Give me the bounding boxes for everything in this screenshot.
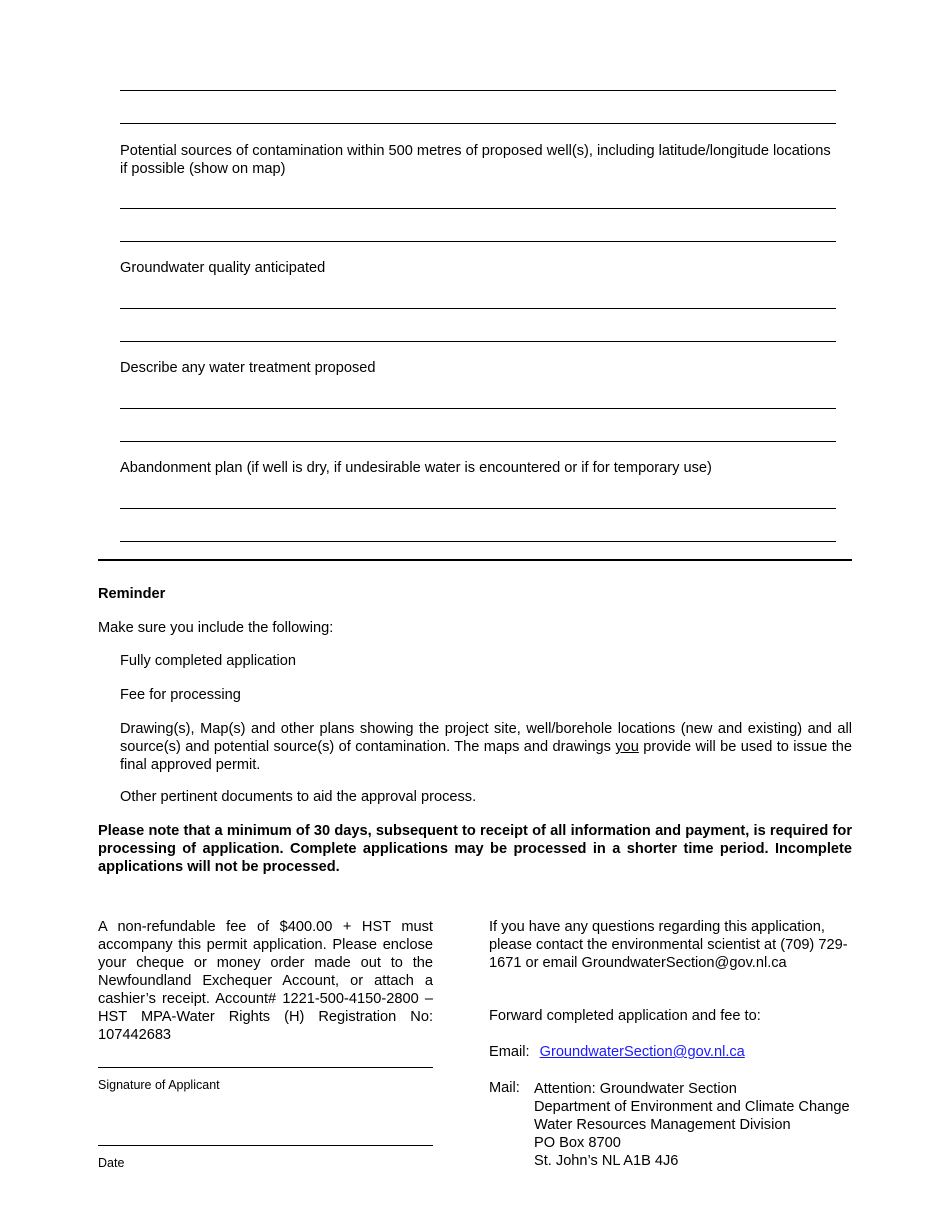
processing-notice: Please note that a minimum of 30 days, subsequent to receipt of all information and payment, is required for processing of application. Complete applications may be processed in a shorter time period. Incomplete applications will not be processed. [98,823,852,875]
section-divider [98,559,852,561]
signature-label: Signature of Applicant [98,1078,220,1092]
mail-department: Department of Environment and Climate Change [534,1099,850,1115]
drawings-text-part2: provide will be used to issue the final approved permit. [120,739,852,773]
drawings-text-part1: Drawing(s), Map(s) and other plans showing the project site, well/borehole locations (new and existing) and all source(s) and potential source(s) of contamination. The maps and drawings [120,721,852,755]
answer-line[interactable] [120,123,836,124]
date-line[interactable] [98,1145,433,1146]
answer-line[interactable] [120,90,836,91]
water-treatment-label: Describe any water treatment proposed [120,360,376,376]
groundwater-quality-answer-line-1[interactable] [120,308,836,309]
reminder-intro: Make sure you include the following: [98,620,334,636]
reminder-item-application: Fully completed application [120,653,297,669]
mail-label: Mail: [489,1080,520,1096]
email-label: Email: [489,1044,530,1060]
reminder-item-documents: Other pertinent documents to aid the approval process. [120,789,477,805]
contamination-label: Potential sources of contamination within 500 metres of proposed well(s), including latitude/longitude locations if possible (show on map) [120,143,831,177]
date-label: Date [98,1156,125,1170]
mail-address [534,1080,852,1170]
abandonment-label: Abandonment plan (if well is dry, if undesirable water is encountered or if for temporary use) [120,460,712,476]
groundwater-quality-label: Groundwater quality anticipated [120,260,326,276]
forward-instruction: Forward completed application and fee to: [489,1008,761,1024]
mail-city: St. John’s NL A1B 4J6 [534,1153,679,1169]
abandonment-answer-line-2[interactable] [120,541,836,542]
contamination-answer-line-2[interactable] [120,241,836,242]
reminder-item-fee: Fee for processing [120,687,241,703]
drawings-text-underlined: you [615,739,639,755]
mail-po-box: PO Box 8700 [534,1135,621,1151]
signature-line[interactable] [98,1067,433,1068]
fee-paragraph: A non-refundable fee of $400.00 + HST must accompany this permit application. Please enclose your cheque or money order made out to the Newfoundland Exchequer Account, or attach a cashier’s receipt. Account# 1221-500-4150-2800 – HST MPA-Water Rights (H) Registration No: 107442683 [98,919,433,1043]
email-link[interactable]: GroundwaterSection@gov.nl.ca [539,1044,745,1060]
abandonment-answer-line-1[interactable] [120,508,836,509]
water-treatment-answer-line-2[interactable] [120,441,836,442]
contamination-answer-line-1[interactable] [120,208,836,209]
reminder-heading: Reminder [98,586,166,602]
reminder-item-drawings [120,720,852,774]
water-treatment-answer-line-1[interactable] [120,408,836,409]
mail-division: Water Resources Management Division [534,1117,791,1133]
email-row [489,1044,745,1060]
questions-paragraph: If you have any questions regarding this application, please contact the environmental scientist at (709) 729-1671 or email GroundwaterSection@gov.nl.ca [489,919,848,971]
mail-attention: Attention: Groundwater Section [534,1081,737,1097]
groundwater-quality-answer-line-2[interactable] [120,341,836,342]
